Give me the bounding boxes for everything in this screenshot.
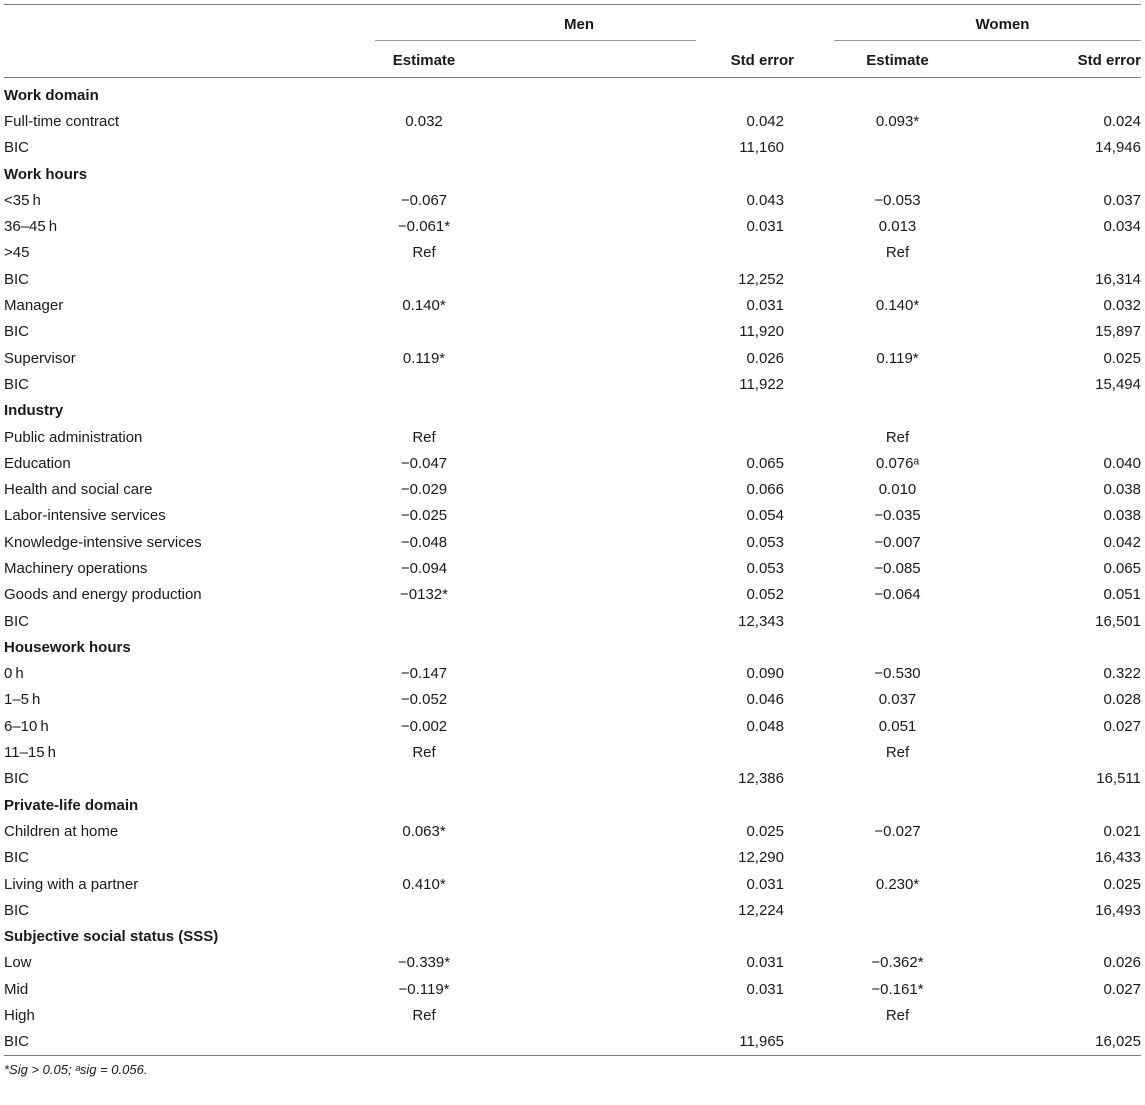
women-estimate-cell: −0.027 <box>874 822 921 840</box>
women-estimate-cell: Ref <box>885 744 910 762</box>
men-std-error-cell: 0.031 <box>746 954 784 972</box>
women-std-error-cell: 0.024 <box>1103 112 1141 130</box>
men-estimate-cell: −0.047 <box>400 454 448 472</box>
women-std-error-cell: 16,501 <box>1095 612 1141 630</box>
women-std-error-cell: 0.027 <box>1103 717 1141 735</box>
women-estimate-cell: 0.119* <box>876 349 919 367</box>
women-estimate-cell <box>804 135 991 161</box>
row-label: Mid <box>4 980 29 998</box>
women-estimate-cell: −0.161* <box>871 980 924 998</box>
row-label: <35 h <box>4 191 41 209</box>
table-row <box>4 108 1141 134</box>
women-estimate-cell: −0.085 <box>874 559 921 577</box>
table-row <box>4 1029 1141 1055</box>
table-row <box>4 345 1141 371</box>
table-row <box>4 319 1141 345</box>
men-std-error-cell: 0.054 <box>746 507 784 525</box>
women-std-error-cell: 14,946 <box>1095 139 1141 157</box>
table-body <box>4 78 1141 1055</box>
row-label: Machinery operations <box>4 559 148 577</box>
section-label: Work domain <box>4 86 99 104</box>
women-std-error-cell: 16,314 <box>1095 270 1141 288</box>
men-estimate-cell: −0.002 <box>400 717 448 735</box>
men-estimate-cell <box>294 135 554 161</box>
women-estimate-cell: 0.093* <box>875 112 920 130</box>
men-std-error-cell: 0.043 <box>746 191 784 209</box>
men-std-error-cell: 12,343 <box>738 612 784 630</box>
row-label: Knowledge-intensive services <box>4 533 202 551</box>
row-label: BIC <box>4 375 30 393</box>
women-estimate-cell: 0.013 <box>878 218 917 236</box>
table-row <box>4 845 1141 871</box>
men-std-error-cell: 12,252 <box>738 270 784 288</box>
men-std-error-cell: 0.046 <box>746 691 784 709</box>
women-group-underline <box>834 40 1141 41</box>
women-estimate-cell: −0.035 <box>874 507 921 525</box>
row-label: 1–5 h <box>4 691 41 709</box>
section-row <box>4 634 1141 660</box>
women-std-error-cell: 15,494 <box>1095 375 1141 393</box>
women-estimate-cell: Ref <box>885 244 910 262</box>
table-row <box>4 687 1141 713</box>
men-estimate-cell: 0.119* <box>402 349 446 367</box>
women-std-error-cell: 0.322 <box>1103 665 1141 683</box>
men-estimate-cell <box>294 319 554 345</box>
row-label: BIC <box>4 270 30 288</box>
row-label: Public administration <box>4 428 143 446</box>
men-std-error-cell: 0.053 <box>746 533 784 551</box>
men-estimate-cell <box>294 371 554 397</box>
women-std-error-cell: 0.038 <box>1103 507 1141 525</box>
men-estimate-cell: −0.029 <box>400 481 448 499</box>
women-std-error-cell: 0.027 <box>1103 980 1141 998</box>
row-label: Manager <box>4 297 64 315</box>
row-label: Children at home <box>4 822 119 840</box>
men-std-error-cell <box>554 240 804 266</box>
men-std-error-cell: 0.052 <box>746 586 784 604</box>
men-estimate-cell: −0.119* <box>398 980 450 998</box>
table-row <box>4 371 1141 397</box>
men-estimate-cell: −0.025 <box>400 507 448 525</box>
men-std-error-cell <box>554 739 804 765</box>
men-estimate-cell: 0.140* <box>402 297 446 315</box>
women-std-error-cell: 0.034 <box>1103 218 1141 236</box>
men-std-error-cell: 0.031 <box>746 218 784 236</box>
men-estimate-cell <box>294 845 554 871</box>
women-std-error-cell: 0.021 <box>1103 822 1141 840</box>
row-label: BIC <box>4 770 30 788</box>
row-label: Health and social care <box>4 481 153 499</box>
table-row <box>4 503 1141 529</box>
men-std-error-cell: 0.090 <box>746 665 784 683</box>
women-estimate-cell: 0.010 <box>878 481 917 499</box>
women-std-error-cell: 0.042 <box>1103 533 1141 551</box>
section-row <box>4 78 1141 109</box>
men-std-error-cell: 0.031 <box>746 297 784 315</box>
men-std-error-cell: 0.042 <box>746 112 784 130</box>
row-label: BIC <box>4 612 30 630</box>
men-std-error-cell: 0.065 <box>746 454 784 472</box>
women-estimate-cell: −0.530 <box>874 665 921 683</box>
women-estimate-cell: 0.076ᵃ <box>875 454 920 472</box>
women-std-error-cell <box>991 739 1141 765</box>
men-std-error-cell: 11,160 <box>739 139 784 157</box>
women-estimate-cell <box>804 608 991 634</box>
table-row <box>4 950 1141 976</box>
row-label: BIC <box>4 323 30 341</box>
women-std-error-cell: 16,433 <box>1095 849 1141 867</box>
table-row <box>4 871 1141 897</box>
section-label: Industry <box>4 402 64 420</box>
women-group-header: Women <box>975 15 1030 33</box>
row-label: BIC <box>4 849 30 867</box>
men-estimate-cell: −0132* <box>400 586 448 604</box>
women-std-error-cell: 0.037 <box>1103 191 1141 209</box>
row-label: BIC <box>4 901 30 919</box>
table-row <box>4 424 1141 450</box>
women-estimate-cell <box>804 845 991 871</box>
table-bottom-rule <box>4 1055 1141 1056</box>
column-header-row <box>4 43 1141 78</box>
women-estimate-cell: 0.140* <box>875 297 920 315</box>
men-estimate-cell: −0.147 <box>400 665 448 683</box>
women-estimate-cell <box>804 371 991 397</box>
table-row <box>4 608 1141 634</box>
table-row <box>4 266 1141 292</box>
women-estimate-cell <box>804 1029 991 1055</box>
men-std-error-cell: 12,386 <box>738 770 784 788</box>
men-estimate-cell: 0.063* <box>402 822 446 840</box>
women-estimate-cell: Ref <box>885 1007 910 1025</box>
men-estimate-cell: −0.052 <box>400 691 448 709</box>
men-std-error-cell: 12,290 <box>738 849 784 867</box>
women-std-error-cell <box>991 1002 1141 1028</box>
men-estimate-cell <box>294 766 554 792</box>
table-row <box>4 240 1141 266</box>
women-estimate-cell: 0.037 <box>878 691 917 709</box>
men-std-error-cell: 0.026 <box>746 349 784 367</box>
men-estimate-cell: −0.061* <box>397 218 451 236</box>
row-label: BIC <box>4 139 30 157</box>
men-std-error-cell: 11,965 <box>739 1033 784 1051</box>
women-estimate-cell: −0.053 <box>874 191 921 209</box>
row-label: 6–10 h <box>4 717 49 735</box>
row-label: 0 h <box>4 665 24 683</box>
table-row <box>4 476 1141 502</box>
men-std-error-cell: 12,224 <box>738 901 784 919</box>
women-std-error-header: Std error <box>991 43 1141 78</box>
men-std-error-cell <box>554 424 804 450</box>
table-row <box>4 976 1141 1002</box>
women-estimate-header: Estimate <box>804 43 991 78</box>
row-label: 11–15 h <box>4 744 56 762</box>
women-estimate-cell <box>804 266 991 292</box>
row-label: High <box>4 1007 35 1025</box>
table-row <box>4 135 1141 161</box>
row-label: Living with a partner <box>4 875 139 893</box>
men-std-error-cell <box>554 1002 804 1028</box>
men-estimate-cell <box>294 1029 554 1055</box>
table-row <box>4 1002 1141 1028</box>
women-std-error-cell: 0.040 <box>1103 454 1141 472</box>
table-row <box>4 187 1141 213</box>
women-std-error-cell: 0.065 <box>1103 559 1141 577</box>
men-estimate-cell: Ref <box>412 1007 436 1025</box>
women-estimate-cell: 0.051 <box>878 717 917 735</box>
section-label: Subjective social status (SSS) <box>4 928 219 946</box>
section-label: Private-life domain <box>4 796 139 814</box>
women-std-error-cell: 0.025 <box>1103 349 1141 367</box>
row-label: Supervisor <box>4 349 76 367</box>
women-std-error-cell: 0.038 <box>1103 481 1141 499</box>
men-std-error-cell: 0.031 <box>746 980 784 998</box>
women-std-error-cell: 0.032 <box>1103 297 1141 315</box>
section-row <box>4 161 1141 187</box>
men-estimate-cell: Ref <box>412 744 436 762</box>
row-label: 36–45 h <box>4 218 58 236</box>
table-row <box>4 818 1141 844</box>
row-label: Full-time contract <box>4 112 120 130</box>
women-std-error-cell: 16,493 <box>1095 901 1141 919</box>
women-estimate-cell <box>804 319 991 345</box>
row-label: >45 <box>4 244 30 262</box>
women-std-error-cell: 0.028 <box>1103 691 1141 709</box>
table-row <box>4 529 1141 555</box>
men-estimate-cell: −0.094 <box>400 559 448 577</box>
results-table-container <box>4 4 1141 1077</box>
women-std-error-cell: 0.025 <box>1103 875 1141 893</box>
women-estimate-cell <box>804 897 991 923</box>
women-estimate-cell <box>804 766 991 792</box>
row-label: Education <box>4 454 71 472</box>
women-std-error-cell <box>991 424 1141 450</box>
men-std-error-cell: 0.066 <box>746 481 784 499</box>
men-group-underline <box>375 40 696 41</box>
section-row <box>4 792 1141 818</box>
women-estimate-cell: Ref <box>885 428 910 446</box>
row-label: Low <box>4 954 32 972</box>
table-row <box>4 292 1141 318</box>
table-row <box>4 766 1141 792</box>
table-row <box>4 897 1141 923</box>
women-std-error-cell: 15,897 <box>1095 323 1141 341</box>
table-row <box>4 739 1141 765</box>
men-group-header: Men <box>564 15 594 33</box>
section-label: Housework hours <box>4 638 131 656</box>
men-std-error-cell: 0.031 <box>746 875 784 893</box>
women-std-error-cell: 16,025 <box>1095 1033 1141 1051</box>
section-row <box>4 924 1141 950</box>
men-std-error-cell: 11,920 <box>739 323 784 341</box>
group-header-row <box>4 5 1141 43</box>
table-header <box>4 5 1141 78</box>
women-std-error-cell <box>991 240 1141 266</box>
men-estimate-cell: −0.339* <box>397 954 451 972</box>
section-label: Work hours <box>4 165 88 183</box>
women-std-error-cell: 0.026 <box>1103 954 1141 972</box>
men-estimate-cell: Ref <box>412 244 436 262</box>
men-estimate-cell: Ref <box>412 428 436 446</box>
men-estimate-cell <box>294 897 554 923</box>
men-std-error-cell: 0.048 <box>746 717 784 735</box>
men-estimate-cell: 0.410* <box>402 875 446 893</box>
men-estimate-cell: −0.048 <box>400 533 448 551</box>
women-estimate-cell: −0.362* <box>871 954 924 972</box>
women-estimate-cell: −0.064 <box>874 586 921 604</box>
men-estimate-cell: −0.067 <box>400 191 448 209</box>
women-estimate-cell: −0.007 <box>874 533 921 551</box>
men-estimate-header: Estimate <box>294 43 554 78</box>
men-estimate-cell <box>294 266 554 292</box>
men-std-error-cell: 0.053 <box>746 559 784 577</box>
table-row <box>4 582 1141 608</box>
row-label: Goods and energy production <box>4 586 202 604</box>
women-std-error-cell: 16,511 <box>1096 770 1141 788</box>
table-footnote: *Sig > 0.05; ᵃsig = 0.056. <box>4 1061 148 1077</box>
table-row <box>4 713 1141 739</box>
women-std-error-cell: 0.051 <box>1103 586 1141 604</box>
men-std-error-cell: 11,922 <box>739 375 784 393</box>
table-row <box>4 213 1141 239</box>
women-estimate-cell: 0.230* <box>875 875 920 893</box>
men-std-error-cell: 0.025 <box>746 822 784 840</box>
row-label: Labor-intensive services <box>4 507 166 525</box>
section-row <box>4 398 1141 424</box>
table-row <box>4 555 1141 581</box>
men-std-error-header: Std error <box>554 43 804 78</box>
table-row <box>4 661 1141 687</box>
men-estimate-cell: 0.032 <box>405 112 443 130</box>
results-table <box>4 4 1141 1055</box>
table-row <box>4 450 1141 476</box>
row-label: BIC <box>4 1033 30 1051</box>
men-estimate-cell <box>294 608 554 634</box>
